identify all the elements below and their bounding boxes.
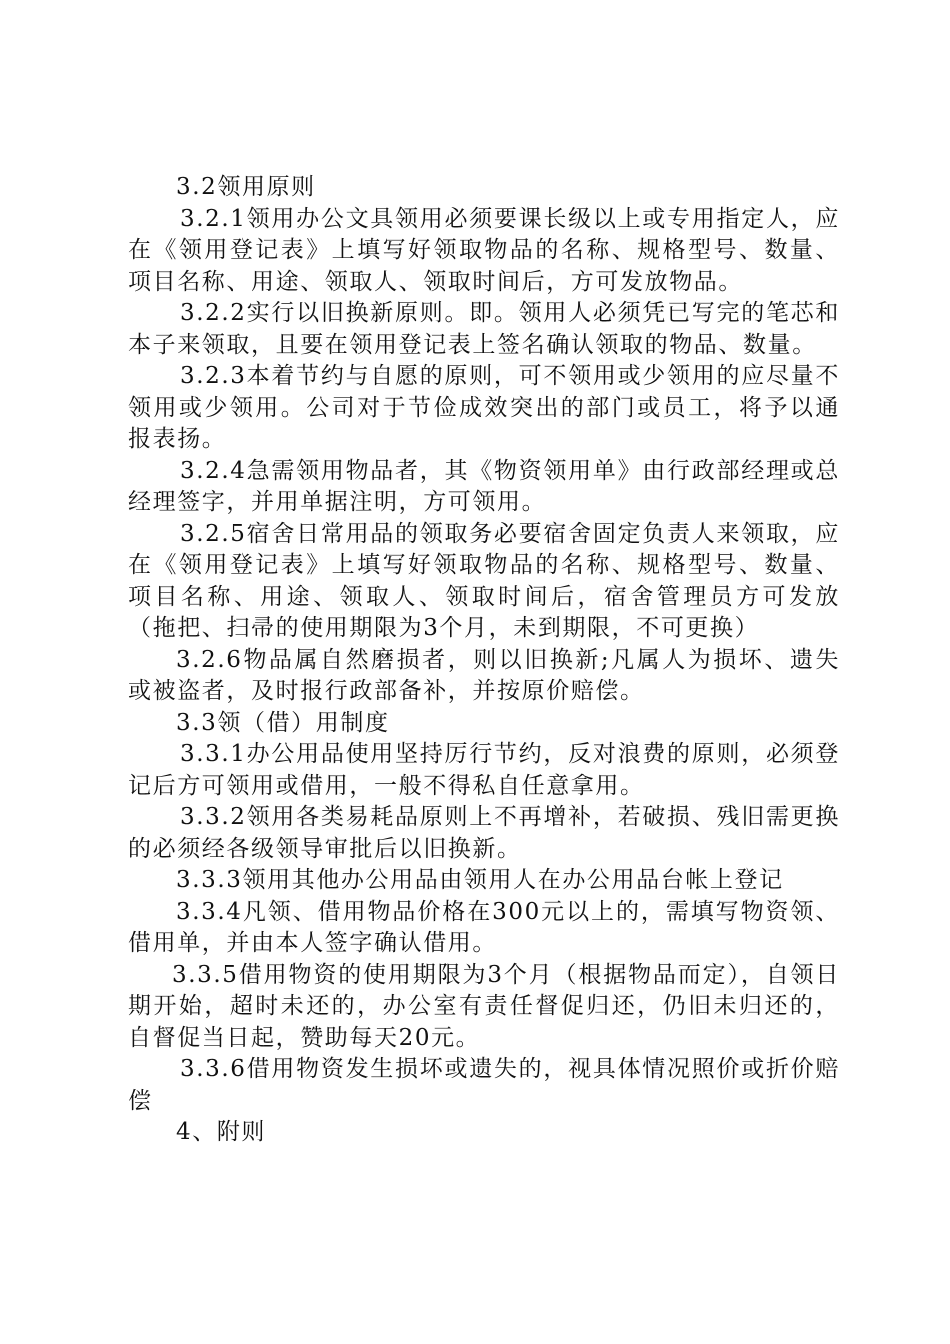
clause-3-3-1: 3.3.1办公用品使用坚持厉行节约，反对浪费的原则，必须登记后方可领用或借用，一般不得私自任意拿用。 bbox=[128, 741, 840, 799]
clause-3-2-2: 3.2.2实行以旧换新原则。即。领用人必须凭已写完的笔芯和本子来领取，且要在领用登记表上签名确认领取的物品、数量。 bbox=[128, 300, 840, 358]
clause-3-3-2: 3.3.2领用各类易耗品原则上不再增补，若破损、残旧需更换的必须经各级领导审批后以旧换新。 bbox=[128, 804, 840, 862]
clause-3-2-4: 3.2.4急需领用物品者，其《物资领用单》由行政部经理或总经理签字，并用单据注明，方可领用。 bbox=[128, 457, 840, 515]
section-heading-3-3: 3.3领（借）用制度 bbox=[176, 709, 390, 736]
clause-3-3-6: 3.3.6借用物资发生损坏或遗失的，视具体情况照价或折价赔偿 bbox=[128, 1056, 840, 1114]
clause-3-2-3: 3.2.3本着节约与自愿的原则，可不领用或少领用的应尽量不领用或少领用。公司对于节俭成效突出的部门或员工，将予以通报表扬。 bbox=[128, 363, 840, 452]
clause-3-2-5: 3.2.5宿舍日常用品的领取务必要宿舍固定负责人来领取，应在《领用登记表》上填写好领取物品的名称、规格型号、数量、项目名称、用途、领取人、领取时间后，宿舍管理员方可发放（拖把、扫帚的使用期限为3个月，未到期限，不可更换） bbox=[128, 520, 840, 641]
clause-3-2-1: 3.2.1领用办公文具领用必须要课长级以上或专用指定人，应在《领用登记表》上填写好领取物品的名称、规格型号、数量、项目名称、用途、领取人、领取时间后，方可发放物品。 bbox=[128, 205, 840, 295]
clause-3-2-6: 3.2.6物品属自然磨损者，则以旧换新;凡属人为损坏、遗失或被盗者，及时报行政部备补，并按原价赔偿。 bbox=[128, 646, 840, 704]
section-heading-4: 4、附则 bbox=[176, 1119, 267, 1145]
section-heading-3-2: 3.2领用原则 bbox=[176, 174, 316, 200]
clause-3-3-3: 3.3.3领用其他办公用品由领用人在办公用品台帐上登记 bbox=[176, 867, 784, 893]
document-body bbox=[128, 172, 840, 1149]
clause-3-3-5: 3.3.5借用物资的使用期限为3个月（根据物品而定），自领日期开始，超时未还的，办公室有责任督促归还，仍旧未归还的，自督促当日起，赞助每天20元。 bbox=[128, 961, 840, 1051]
clause-3-3-4: 3.3.4凡领、借用物品价格在300元以上的，需填写物资领、借用单，并由本人签字确认借用。 bbox=[128, 898, 840, 956]
